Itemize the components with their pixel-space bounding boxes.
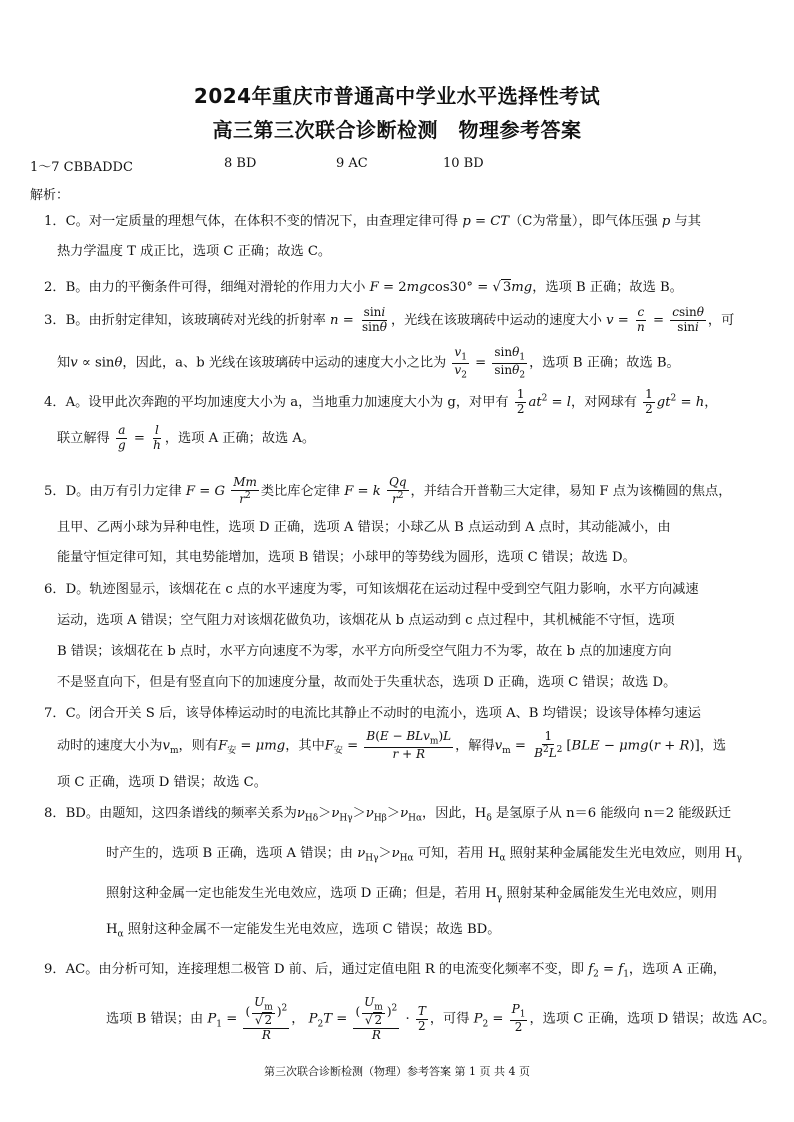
q7-line2: 动时的速度大小为$v_m$，则有$F_安 = \mu mg$，其中$F_安$ = $\frac{B(E - BLv_m)L}{r + R}$ ，解得$v_m$ = $\frac{1}{B^2L^2}$ [BLE − μmg(r + R)]，选 [57,729,727,761]
q7-line1: 7．C。闭合开关 S 后，该导体棒运动时的电流比其静止不动时的电流小，选项 A、B 均错误；设该导体棒匀速运 [44,706,701,721]
analysis-label: 解析： [30,188,70,203]
q4-line2: 联立解得 $\frac{a}{g}$ = $\frac{l}{h}$ ，选项 A 正确；故选 A。 [57,423,316,452]
q8-line3: 照射这种金属一定也能发生光电效应，选项 D 正确；但是，若用 $H_\gamma$ 照射某种金属能发生光电效应，则用 [106,886,718,904]
q7-line3: 项 C 正确，选项 D 错误；故选 C。 [57,775,267,790]
q6-line4: 不是竖直向下，但是有竖直向下的加速度分量，故而处于失重状态，选项 D 正确，选项 C 错误；故选 D。 [57,675,677,690]
q5-line1: 5．D。由万有引力定律 F = G $\frac{Mm}{r^2}$ 类比库仑定律 F = k $\frac{Qq}{r^2}$ ，并结合开普勒三大定律，易知 F 点为该椭圆的焦点， [44,475,732,506]
q3-line1: 3．B。由折射定律知，该玻璃砖对光线的折射率 n = $\frac{\sin i}{\sin\theta}$ ，光线在该玻璃砖中运动的速度大小 v = $\frac{c}{n}$ = $\frac{csin\theta}{\sin i}$ ，可 [44,305,735,334]
answer-8: 8 BD [224,156,257,171]
q8-line1: 8．BD。由题知，这四条谱线的频率关系为$\nu_{H\delta}>\nu_{H\gamma}>\nu_{H\beta}>\nu_{H\alpha}$，因此，$H_\delta$ 是氢原子从 n＝6 能级向 n＝2 能级跃迁 [44,806,732,824]
q9-line1: 9．AC。由分析可知，连接理想二极管 D 前、后，通过定值电阻 R 的电流变化频率不变，即 $f_2 = f_1$，选项 A 正确， [44,962,726,980]
q2-line1: 2．B。由力的平衡条件可得，细绳对滑轮的作用力大小 F = 2mgcos30° = √ 3mg，选项 B 正确；故选 B。 [44,280,683,295]
answer-subtitle: 高三第三次联合诊断检测 物理参考答案 [212,118,582,142]
q4-line1: 4．A。设甲此次奔跑的平均加速度大小为 a，当地重力加速度大小为 g，对甲有 $\frac{1}{2}$ $at^2 = l$，对网球有 $\frac{1}{2}$ $gt^2 = h$， [44,387,718,416]
page-footer: 第三次联合诊断检测（物理）参考答案 第 1 页 共 4 页 [264,1065,530,1078]
q1-line1: 1．C。对一定质量的理想气体，在体积不变的情况下，由查理定律可得 p = CT（C为常量），即气体压强 p 与其 [44,214,701,229]
exam-title: 2024年重庆市普通高中学业水平选择性考试 [193,84,601,108]
q5-line3: 能量守恒定律可知，其电势能增加，选项 B 错误；小球甲的等势线为圆形，选项 C 错误；故选 D。 [57,550,636,565]
q9-line2: 选项 B 错误；由 $P_1$ = ( $\frac{U_m}{√ 2}$ )$^2$ R ， $P_2T$ = ( $\frac{U_m}{√ 2}$ )$^2$ R · $\frac{T}{2}$ ，可得 $P_2$ = $\frac{P_1}{2}$ ，选项 C 正确，选项 D 错误；故选 AC。 [106,995,776,1042]
answer-10: 10 BD [443,156,484,171]
q1-line2: 热力学温度 T 成正比，选项 C 正确；故选 C。 [57,244,332,259]
q6-line1: 6．D。轨迹图显示，该烟花在 c 点的水平速度为零，可知该烟花在运动过程中受到空气阻力影响，水平方向减速 [44,582,699,597]
q6-line2: 运动，选项 A 错误；空气阻力对该烟花做负功，该烟花从 b 点运动到 c 点过程中，其机械能不守恒，选项 [57,613,675,628]
answer-9: 9 AC [336,156,368,171]
q8-line4: $H_\alpha$ 照射这种金属不一定能发生光电效应，选项 C 错误；故选 BD。 [106,922,501,940]
q6-line3: B 错误；该烟花在 b 点时，水平方向速度不为零，水平方向所受空气阻力不为零，故在 b 点的加速度方向 [57,644,672,659]
q3-line2: 知v ∝ sinθ，因此，a、b 光线在该玻璃砖中运动的速度大小之比为 $\frac{v_1}{v_2}$ = $\frac{\sin\theta_1}{\sin\theta_2}$ ，选项 B 正确；故选 B。 [57,345,680,381]
q8-line2: 时产生的，选项 B 正确，选项 A 错误；由 $\nu_{H\gamma}>\nu_{H\alpha}$ 可知，若用 $H_\alpha$ 照射某种金属能发生光电效应，则用 $H_\gamma$ [106,846,742,864]
answers-1-7: 1～7 CBBADDC [30,160,133,175]
q5-line2: 且甲、乙两小球为异种电性，选项 D 正确，选项 A 错误；小球乙从 B 点运动到 A 点时，其动能减小，由 [57,520,671,535]
